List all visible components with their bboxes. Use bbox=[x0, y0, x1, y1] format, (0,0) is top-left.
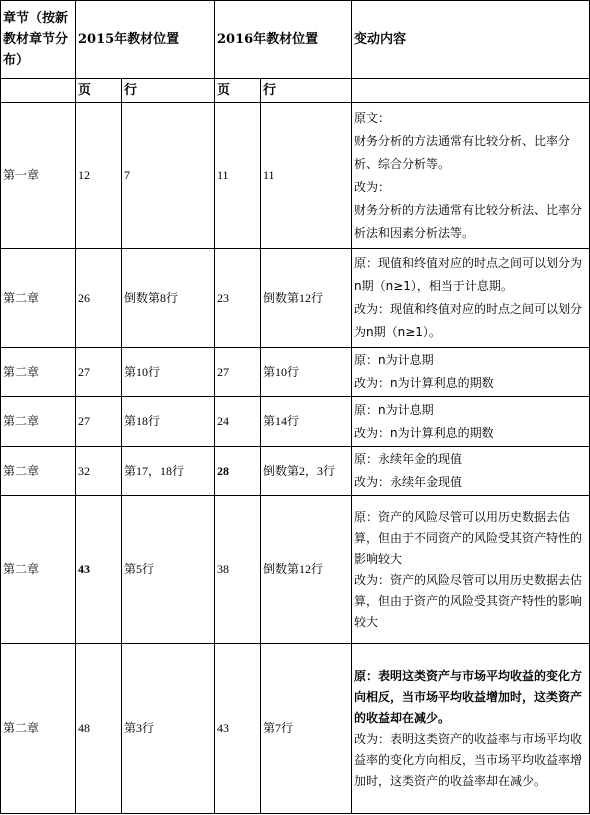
table-row bbox=[1, 103, 590, 249]
change-line: 原：现值和终值对应的时点之间可以划分为n期（n≥1），相当于计息期。 bbox=[354, 256, 583, 293]
subheader-2015-page: 页 bbox=[76, 79, 122, 103]
row-2016-line: 第14行 bbox=[261, 397, 352, 447]
change-line: 改为：n为计算利息的期数 bbox=[354, 425, 494, 440]
change-line: 改为：现值和终值对应的时点之间可以划分为n期（n≥1）。 bbox=[354, 302, 583, 339]
row-change-content bbox=[352, 348, 590, 397]
table-row bbox=[1, 447, 590, 496]
change-line: 改为：n为计算利息的期数 bbox=[354, 376, 494, 390]
subheader-empty-change bbox=[352, 79, 590, 103]
row-chapter: 第二章 bbox=[1, 348, 76, 397]
row-2016-line: 倒数第2，3行 bbox=[261, 447, 352, 496]
row-change-content bbox=[352, 103, 590, 249]
table-row bbox=[1, 644, 590, 814]
change-line: 原：表明这类资产与市场平均收益的变化方向相反，当市场平均收益增加时，这类资产的收益却在减少。 bbox=[354, 668, 583, 725]
row-2015-page: 32 bbox=[76, 447, 122, 496]
row-2016-line: 11 bbox=[261, 103, 352, 249]
row-change-content bbox=[352, 397, 590, 447]
header-2016-position: 2016年教材位置 bbox=[215, 1, 352, 79]
change-line: 财务分析的方法通常有比较分析法、比率分析法和因素分析法等。 bbox=[354, 202, 583, 240]
row-change-content bbox=[352, 447, 590, 496]
row-2015-line: 7 bbox=[122, 103, 215, 249]
subheader-row bbox=[1, 79, 590, 103]
row-change-content bbox=[352, 496, 590, 644]
row-2015-page: 12 bbox=[76, 103, 122, 249]
row-2016-page: 27 bbox=[215, 348, 261, 397]
header-change-content: 变动内容 bbox=[352, 1, 590, 79]
header-row bbox=[1, 1, 590, 79]
row-chapter: 第二章 bbox=[1, 447, 76, 496]
row-2015-line: 倒数第8行 bbox=[122, 249, 215, 348]
row-2015-page: 43 bbox=[76, 496, 122, 644]
subheader-2016-line: 行 bbox=[261, 79, 352, 103]
change-line: 改为：资产的风险尽管可以用历史数据去估算，但由于资产的风险受其资产特性的影响较大 bbox=[354, 572, 583, 629]
table-row bbox=[1, 397, 590, 447]
row-2015-line: 第3行 bbox=[122, 644, 215, 814]
row-2015-line: 第10行 bbox=[122, 348, 215, 397]
subheader-2015-line: 行 bbox=[122, 79, 215, 103]
change-line: 原文： bbox=[354, 110, 391, 125]
change-line: 财务分析的方法通常有比较分析、比率分析、综合分析等。 bbox=[354, 133, 571, 171]
header-2015-position: 2015年教材位置 bbox=[76, 1, 215, 79]
row-2015-page: 48 bbox=[76, 644, 122, 814]
header-chapter: 章节（按新教材章节分布） bbox=[1, 1, 76, 79]
row-2016-page: 38 bbox=[215, 496, 261, 644]
row-change-content bbox=[352, 249, 590, 348]
change-line: 改为：表明这类资产的收益率与市场平均收益率的变化方向相反，当市场平均收益率增加时，这类资产的收益率却在减少。 bbox=[354, 731, 583, 788]
table-row bbox=[1, 496, 590, 644]
row-2016-page: 11 bbox=[215, 103, 261, 249]
row-change-content bbox=[352, 644, 590, 814]
row-2016-line: 第7行 bbox=[261, 644, 352, 814]
subheader-empty-chapter bbox=[1, 79, 76, 103]
table-row bbox=[1, 249, 590, 348]
table-row bbox=[1, 348, 590, 397]
row-2016-line: 倒数第12行 bbox=[261, 496, 352, 644]
row-2015-page: 27 bbox=[76, 348, 122, 397]
change-line: 原：资产的风险尽管可以用历史数据去估算，但由于不同资产的风险受其资产特性的影响较大 bbox=[354, 509, 583, 566]
row-chapter: 第二章 bbox=[1, 397, 76, 447]
change-line: 原：n为计息期 bbox=[354, 353, 434, 367]
row-2016-page: 24 bbox=[215, 397, 261, 447]
row-2015-page: 26 bbox=[76, 249, 122, 348]
row-chapter: 第二章 bbox=[1, 249, 76, 348]
row-chapter: 第一章 bbox=[1, 103, 76, 249]
change-line: 原：永续年金的现值 bbox=[354, 452, 463, 466]
row-2015-page: 27 bbox=[76, 397, 122, 447]
row-2016-page: 28 bbox=[215, 447, 261, 496]
row-chapter: 第二章 bbox=[1, 644, 76, 814]
change-line: 原：n为计息期 bbox=[354, 402, 434, 417]
row-chapter: 第二章 bbox=[1, 496, 76, 644]
row-2016-line: 倒数第12行 bbox=[261, 249, 352, 348]
subheader-2016-page: 页 bbox=[215, 79, 261, 103]
row-2016-line: 第10行 bbox=[261, 348, 352, 397]
row-2016-page: 43 bbox=[215, 644, 261, 814]
row-2015-line: 第18行 bbox=[122, 397, 215, 447]
change-line: 改为：永续年金现值 bbox=[354, 475, 463, 489]
row-2016-page: 23 bbox=[215, 249, 261, 348]
change-line: 改为： bbox=[354, 179, 391, 194]
row-2015-line: 第17，18行 bbox=[122, 447, 215, 496]
row-2015-line: 第5行 bbox=[122, 496, 215, 644]
